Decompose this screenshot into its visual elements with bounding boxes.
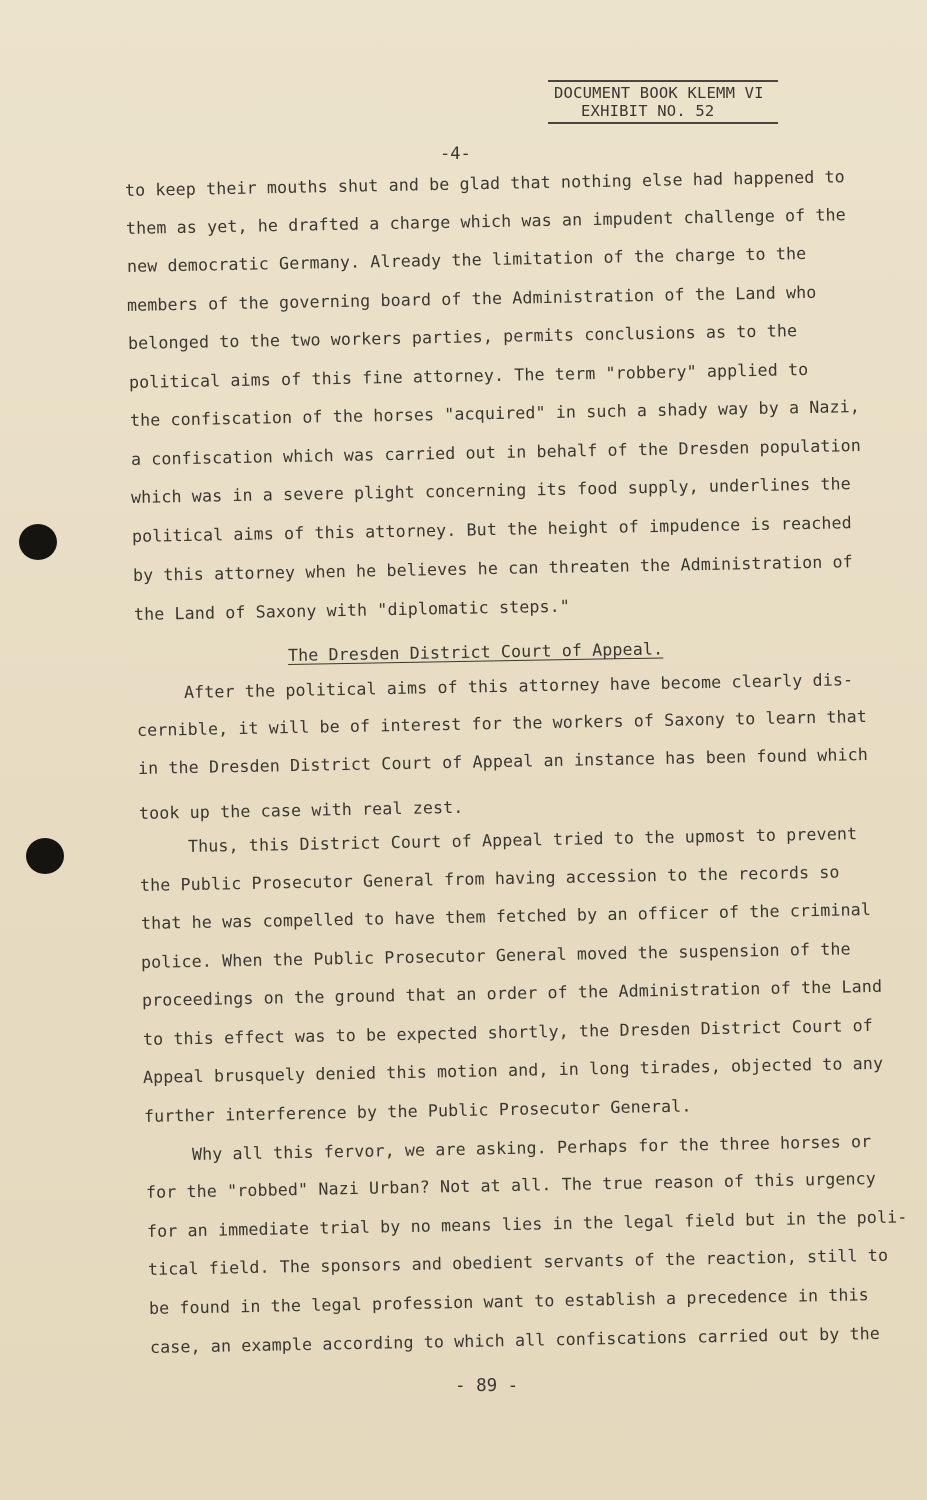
text-line: be found in the legal profession want to establish a precedence in this <box>148 1285 870 1318</box>
text-line: After the political aims of this attorney have become clearly dis- <box>183 670 854 702</box>
text-line: the Public Prosecutor General from having accession to the records so <box>139 862 840 895</box>
text-line: police. When the Public Prosecutor General moved the suspension of the <box>140 939 851 972</box>
text-line: for the "robbed" Nazi Urban? Not at all. The true reason of this urgency <box>145 1168 877 1202</box>
text-line: belonged to the two workers parties, permits conclusions as to the <box>127 321 798 353</box>
text-line: political aims of this fine attorney. The term "robbery" applied to <box>128 359 809 392</box>
punch-hole <box>19 524 57 560</box>
text-line: the Land of Saxony with "diplomatic steps." <box>133 596 571 624</box>
text-line: further interference by the Public Prosecutor General. <box>143 1096 692 1126</box>
punch-hole <box>26 838 64 874</box>
text-line: to keep their mouths shut and be glad that nothing else had happened to <box>124 167 846 200</box>
text-line: Appeal brusquely denied this motion and, in long tirades, objected to any <box>142 1053 884 1087</box>
text-line: the confiscation of the horses "acquired" in such a shady way by a Nazi, <box>129 396 861 430</box>
text-line: for an immediate trial by no means lies in the legal field but in the poli- <box>146 1207 908 1241</box>
text-line: new democratic Germany. Already the limitation of the charge to the <box>126 243 807 276</box>
text-line: that he was compelled to have them fetched by an officer of the criminal <box>140 899 872 933</box>
exhibit-stamp <box>548 80 778 124</box>
text-line: case, an example according to which all confiscations carried out by the <box>149 1323 881 1357</box>
text-line: which was in a severe plight concerning its food supply, underlines the <box>130 474 852 507</box>
text-line: proceedings on the ground that an order of the Administration of the Land <box>141 976 883 1010</box>
exhibit-line-2: EXHIBIT NO. 52 <box>548 102 778 124</box>
text-line: political aims of this attorney. But the height of impudence is reached <box>131 513 853 546</box>
text-line: tical field. The sponsors and obedient servants of the reaction, still to <box>147 1245 889 1279</box>
page-number: - 89 - <box>455 1376 519 1396</box>
text-line: by this attorney when he believes he can threaten the Administration of <box>132 552 854 585</box>
text-line: cernible, it will be of interest for the workers of Saxony to learn that <box>136 706 868 740</box>
page-marker: -4- <box>440 144 471 164</box>
exhibit-line-1: DOCUMENT BOOK KLEMM VI <box>548 80 778 102</box>
section-heading: The Dresden District Court of Appeal. <box>287 639 664 665</box>
text-line: Why all this fervor, we are asking. Perhaps for the three horses or <box>191 1131 872 1164</box>
text-line: Thus, this District Court of Appeal tried to the upmost to prevent <box>187 824 858 856</box>
text-line: members of the governing board of the Administration of the Land who <box>126 282 817 315</box>
text-line: a confiscation which was carried out in behalf of the Dresden population <box>130 435 862 469</box>
text-line: in the Dresden District Court of Appeal an instance has been found which <box>137 744 869 778</box>
text-line: them as yet, he drafted a charge which was an impudent challenge of the <box>125 205 847 238</box>
text-line: took up the case with real zest. <box>138 797 464 823</box>
text-line: to this effect was to be expected shortly, the Dresden District Court of <box>142 1015 874 1049</box>
